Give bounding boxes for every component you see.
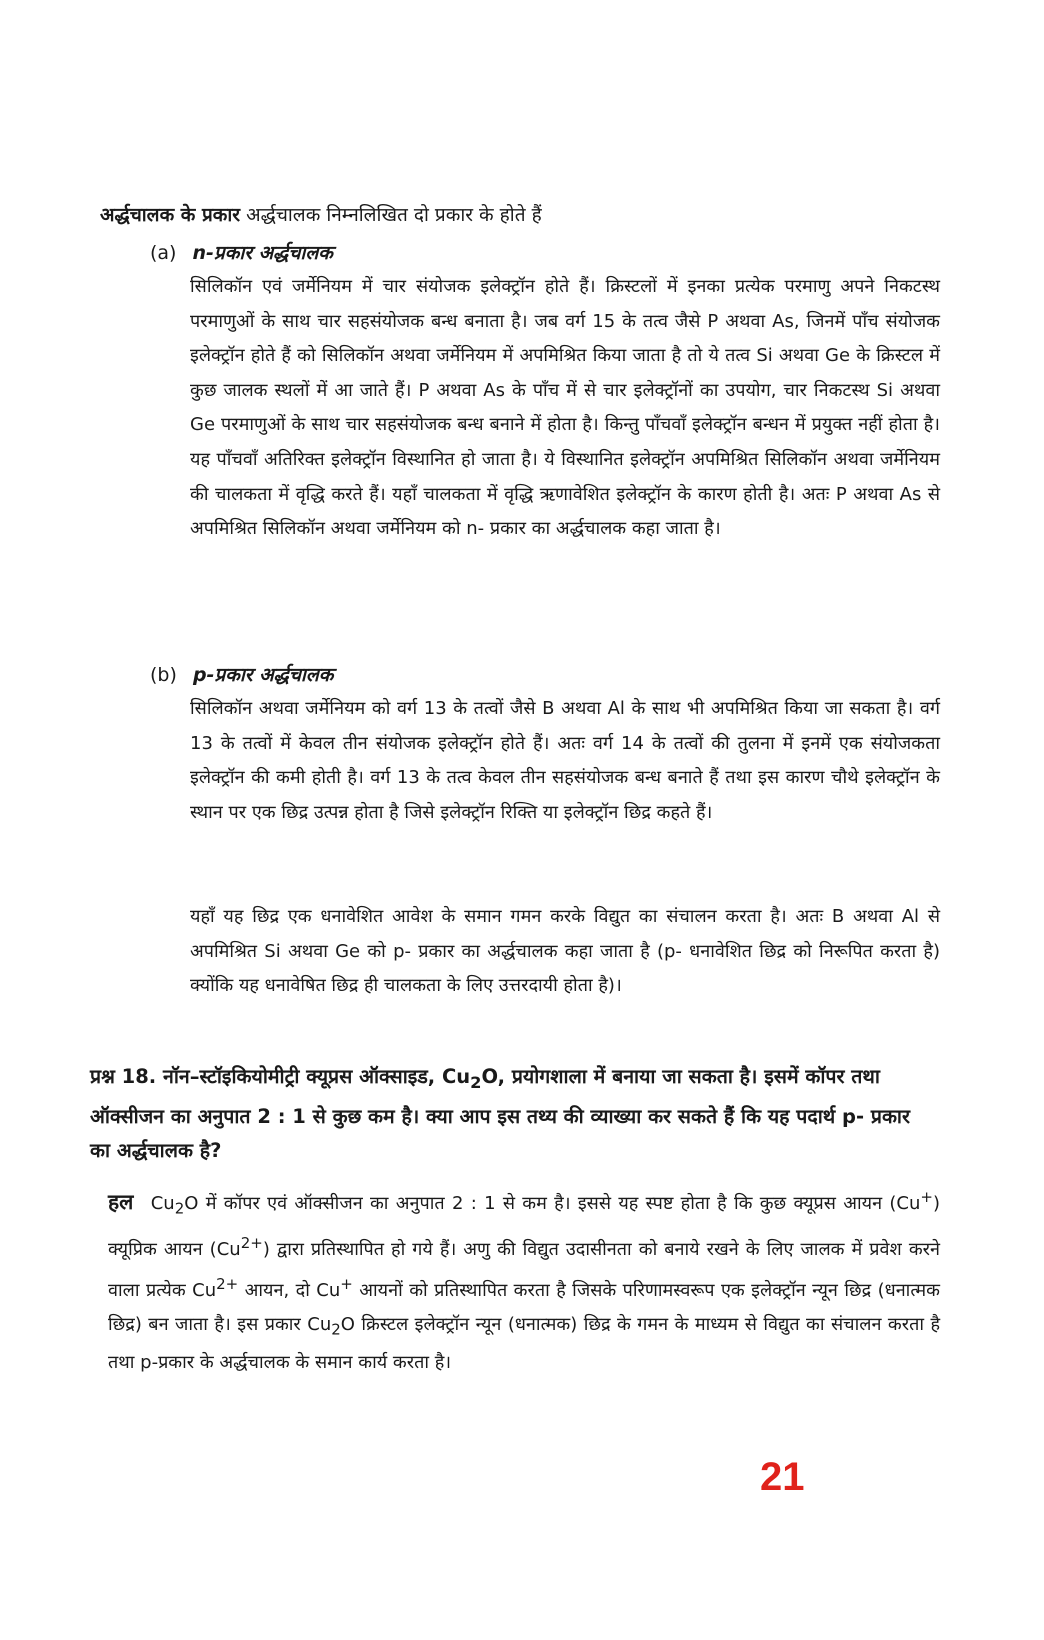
formula-sup: 2+ [216,1274,239,1293]
formula-sup: + [920,1188,933,1206]
section-b-paragraph-1: सिलिकॉन अथवा जर्मेनियम को वर्ग 13 के तत्वों जैसे B अथवा Al के साथ भी अपमिश्रित किया जा सकता है। वर्ग 13 के तत्वों में केवल तीन संयोजक इलेक्ट्रॉन होते हैं। अतः वर्ग 14 के तत्वों की तुलना में इनमें एक संयोजकता इलेक्ट्रॉन की कमी होती है। वर्ग 13 के तत्व केवल तीन सहसंयोजक बन्ध बनाते हैं तथा इस कारण चौथे इलेक्ट्रॉन के स्थान पर एक छिद्र उत्पन्न होता है जिसे इलेक्ट्रॉन रिक्ति या इलेक्ट्रॉन छिद्र कहते हैं। [190,698,940,823]
semiconductor-types-intro [100,200,940,230]
formula-cu: Cu [316,1279,341,1301]
section-a-paragraph: सिलिकॉन एवं जर्मेनियम में चार संयोजक इलेक्ट्रॉन होते हैं। क्रिस्टलों में इनका प्रत्येक परमाणु अपने निकटस्थ परमाणुओं के साथ चार सहसंयोजक बन्ध बनाता है। जब वर्ग 15 के तत्व जैसे P अथवा As, जिनमें पाँच संयोजक इलेक्ट्रॉन होते हैं को सिलिकॉन अथवा जर्मेनियम में अपमिश्रित किया जाता है तो ये तत्व Si अथवा Ge के क्रिस्टल में कुछ जालक स्थलों में आ जाते हैं। P अथवा As के पाँच में से चार इलेक्ट्रॉनों का उपयोग, चार निकटस्थ Si अथवा Ge परमाणुओं के साथ चार सहसंयोजक बन्ध बनाने में होता है। किन्तु पाँचवाँ इलेक्ट्रॉन बन्धन में प्रयुक्त नहीं होता है। यह पाँचवाँ अतिरिक्त इलेक्ट्रॉन विस्थानित हो जाता है। ये विस्थानित इलेक्ट्रॉन अपमिश्रित सिलिकॉन अथवा जर्मेनियम की चालकता में वृद्धि करते हैं। यहाँ चालकता में वृद्धि ऋणावेशित इलेक्ट्रॉन के कारण होती है। अतः P अथवा As से अपमिश्रित सिलिकॉन अथवा जर्मेनियम को n- प्रकार का अर्द्धचालक कहा जाता है। [190,276,940,540]
section-a-marker: (a) [150,242,177,264]
section-b-heading: p-प्रकार अर्द्धचालक [192,664,334,686]
answer-text-5: आयनों को प्रतिस्थापित करता है जिसके परिणामस्वरूप एक इलेक्ट्रॉन न्यून छिद्र (धनात्मक छिद्र) बन जाता है। इस प्रकार [108,1279,940,1335]
formula-sub: 2 [174,1199,185,1218]
answer-text-1: O में कॉपर एवं ऑक्सीजन का अनुपात 2 : 1 से कम है। इससे यह स्पष्ट होता है कि कुछ क्यूप्रस आयन ( [184,1193,897,1214]
formula-sup: + [340,1274,353,1293]
section-b-title [150,660,950,690]
formula-cu: Cu [192,1279,217,1301]
section-a-heading: n-प्रकार अर्द्धचालक [192,242,333,264]
question-18 [90,1060,930,1168]
formula-sub: 2 [331,1320,341,1339]
answer-18 [108,1180,940,1380]
answer-text-4: आयन, दो [238,1279,317,1301]
formula-sup: 2+ [240,1233,263,1252]
formula-cu: Cu [150,1193,175,1214]
answer-text-3: ) द्वारा प्रतिस्थापित हो गये हैं। अणु की विद्युत उदासीनता को बनाये रखने के लिए जालक में प्रवेश करने वाला प्रत्येक [108,1238,940,1301]
formula-cu: Cu [307,1313,332,1335]
answer-text-2: ) क्यूप्रिक आयन ( [108,1193,940,1260]
page-number: 21 [760,1455,805,1499]
formula-cu: Cu [216,1238,241,1260]
intro-heading: अर्द्धचालक के प्रकार [100,204,241,226]
section-b-marker: (b) [150,664,177,686]
question-text-2: O, प्रयोगशाला में बनाया जा सकता है। इसमें कॉपर तथा ऑक्सीजन का अनुपात 2 : 1 से कुछ कम है। क्या आप इस तथ्य की व्याख्या कर सकते हैं कि यह पदार्थ p- प्रकार का अर्द्धचालक है? [90,1065,910,1162]
section-a-title [150,238,950,268]
answer-text-6: O क्रिस्टल इलेक्ट्रॉन न्यून (धनात्मक) छिद्र के गमन के माध्यम से विद्युत का संचालन करता है तथा p-प्रकार के अर्द्धचालक के समान कार्य करता है। [108,1313,940,1374]
intro-text: अर्द्धचालक निम्नलिखित दो प्रकार के होते हैं [246,204,542,226]
question-label: प्रश्न 18. [90,1065,157,1088]
section-b-paragraph-2: यहाँ यह छिद्र एक धनावेशित आवेश के समान गमन करके विद्युत का संचालन करता है। अतः B अथवा Al से अपमिश्रित Si अथवा Ge को p- प्रकार का अर्द्धचालक कहा जाता है (p- धनावेशित छिद्र को निरूपित करता है) क्योंकि यह धनावेषित छिद्र ही चालकता के लिए उत्तरदायी होता है)। [190,906,940,997]
formula-cu: Cu [896,1193,921,1214]
answer-label: हल [108,1190,134,1214]
question-text-1: नॉन–स्टॉइकियोमीट्री क्यूप्रस ऑक्साइड, Cu [163,1065,471,1088]
question-subscript: 2 [470,1072,482,1092]
